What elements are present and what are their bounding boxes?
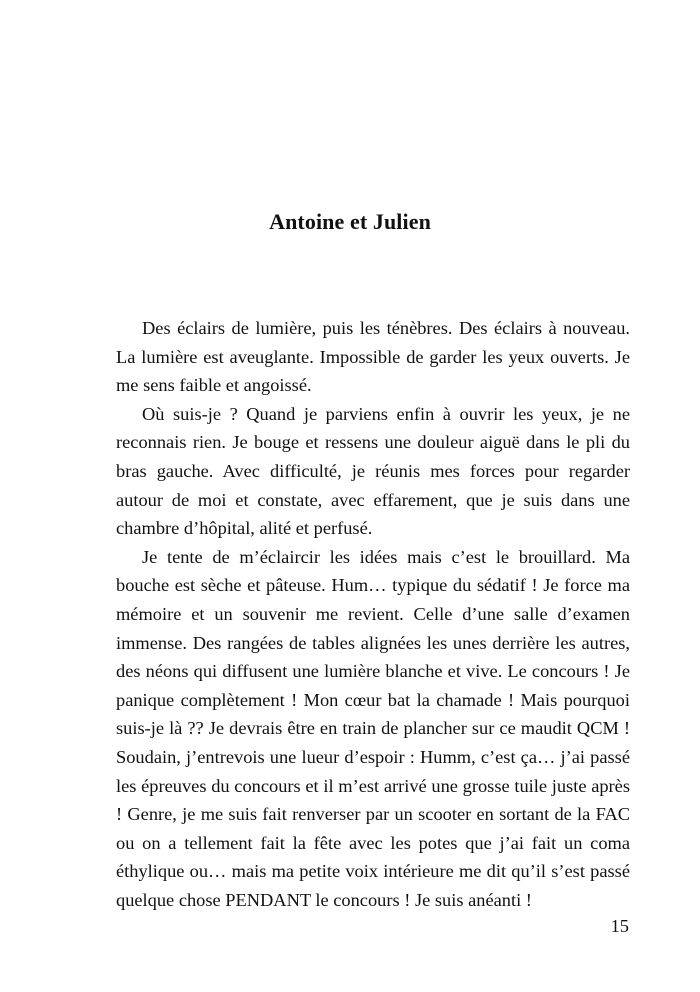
paragraph-2: Où suis-je ? Quand je parviens enfin à ouvrir les yeux, je ne reconnais rien. Je bouge et ressens une douleur aiguë dans le pli du bras gauche. Avec difficulté, je réunis mes forces pour regarder autour de moi et constate, avec effarement, que je suis dans une chambre d’hôpital, alité et perfusé. [116, 403, 630, 539]
paragraph-3: Je tente de m’éclaircir les idées mais c’est le brouillard. Ma bouche est sèche et pâteuse. Hum… typique du sédatif ! Je force ma mémoire et un souvenir me revient. Celle d’une salle d’examen immense. Des rangées de tables alignées les unes derrière les autres, des néons qui diffusent une lumière blanche et vive. Le concours ! Je panique complètement ! Mon cœur bat la chamade ! Mais pourquoi suis-je là ?? Je devrais être en train de plancher sur ce maudit QCM ! Soudain, j’entrevois une lueur d’espoir : Humm, c’est ça… j’ai passé les épreuves du concours et il m’est arrivé une grosse tuile juste après ! Genre, je me suis fait renverser par un scooter en sortant de la FAC ou on a tellement fait la fête avec les potes que j’ai fait un coma éthylique ou… mais ma petite voix intérieure me dit qu’il s’est passé quelque chose PENDANT le concours ! Je suis anéanti ! [116, 546, 630, 910]
paragraph-1: Des éclairs de lumière, puis les ténèbres. Des éclairs à nouveau. La lumière est aveuglante. Impossible de garder les yeux ouverts. Je me sens faible et angoissé. [116, 318, 630, 396]
chapter-body [116, 314, 630, 914]
chapter-title: Antoine et Julien [269, 209, 431, 234]
page-number: 15 [610, 916, 629, 936]
